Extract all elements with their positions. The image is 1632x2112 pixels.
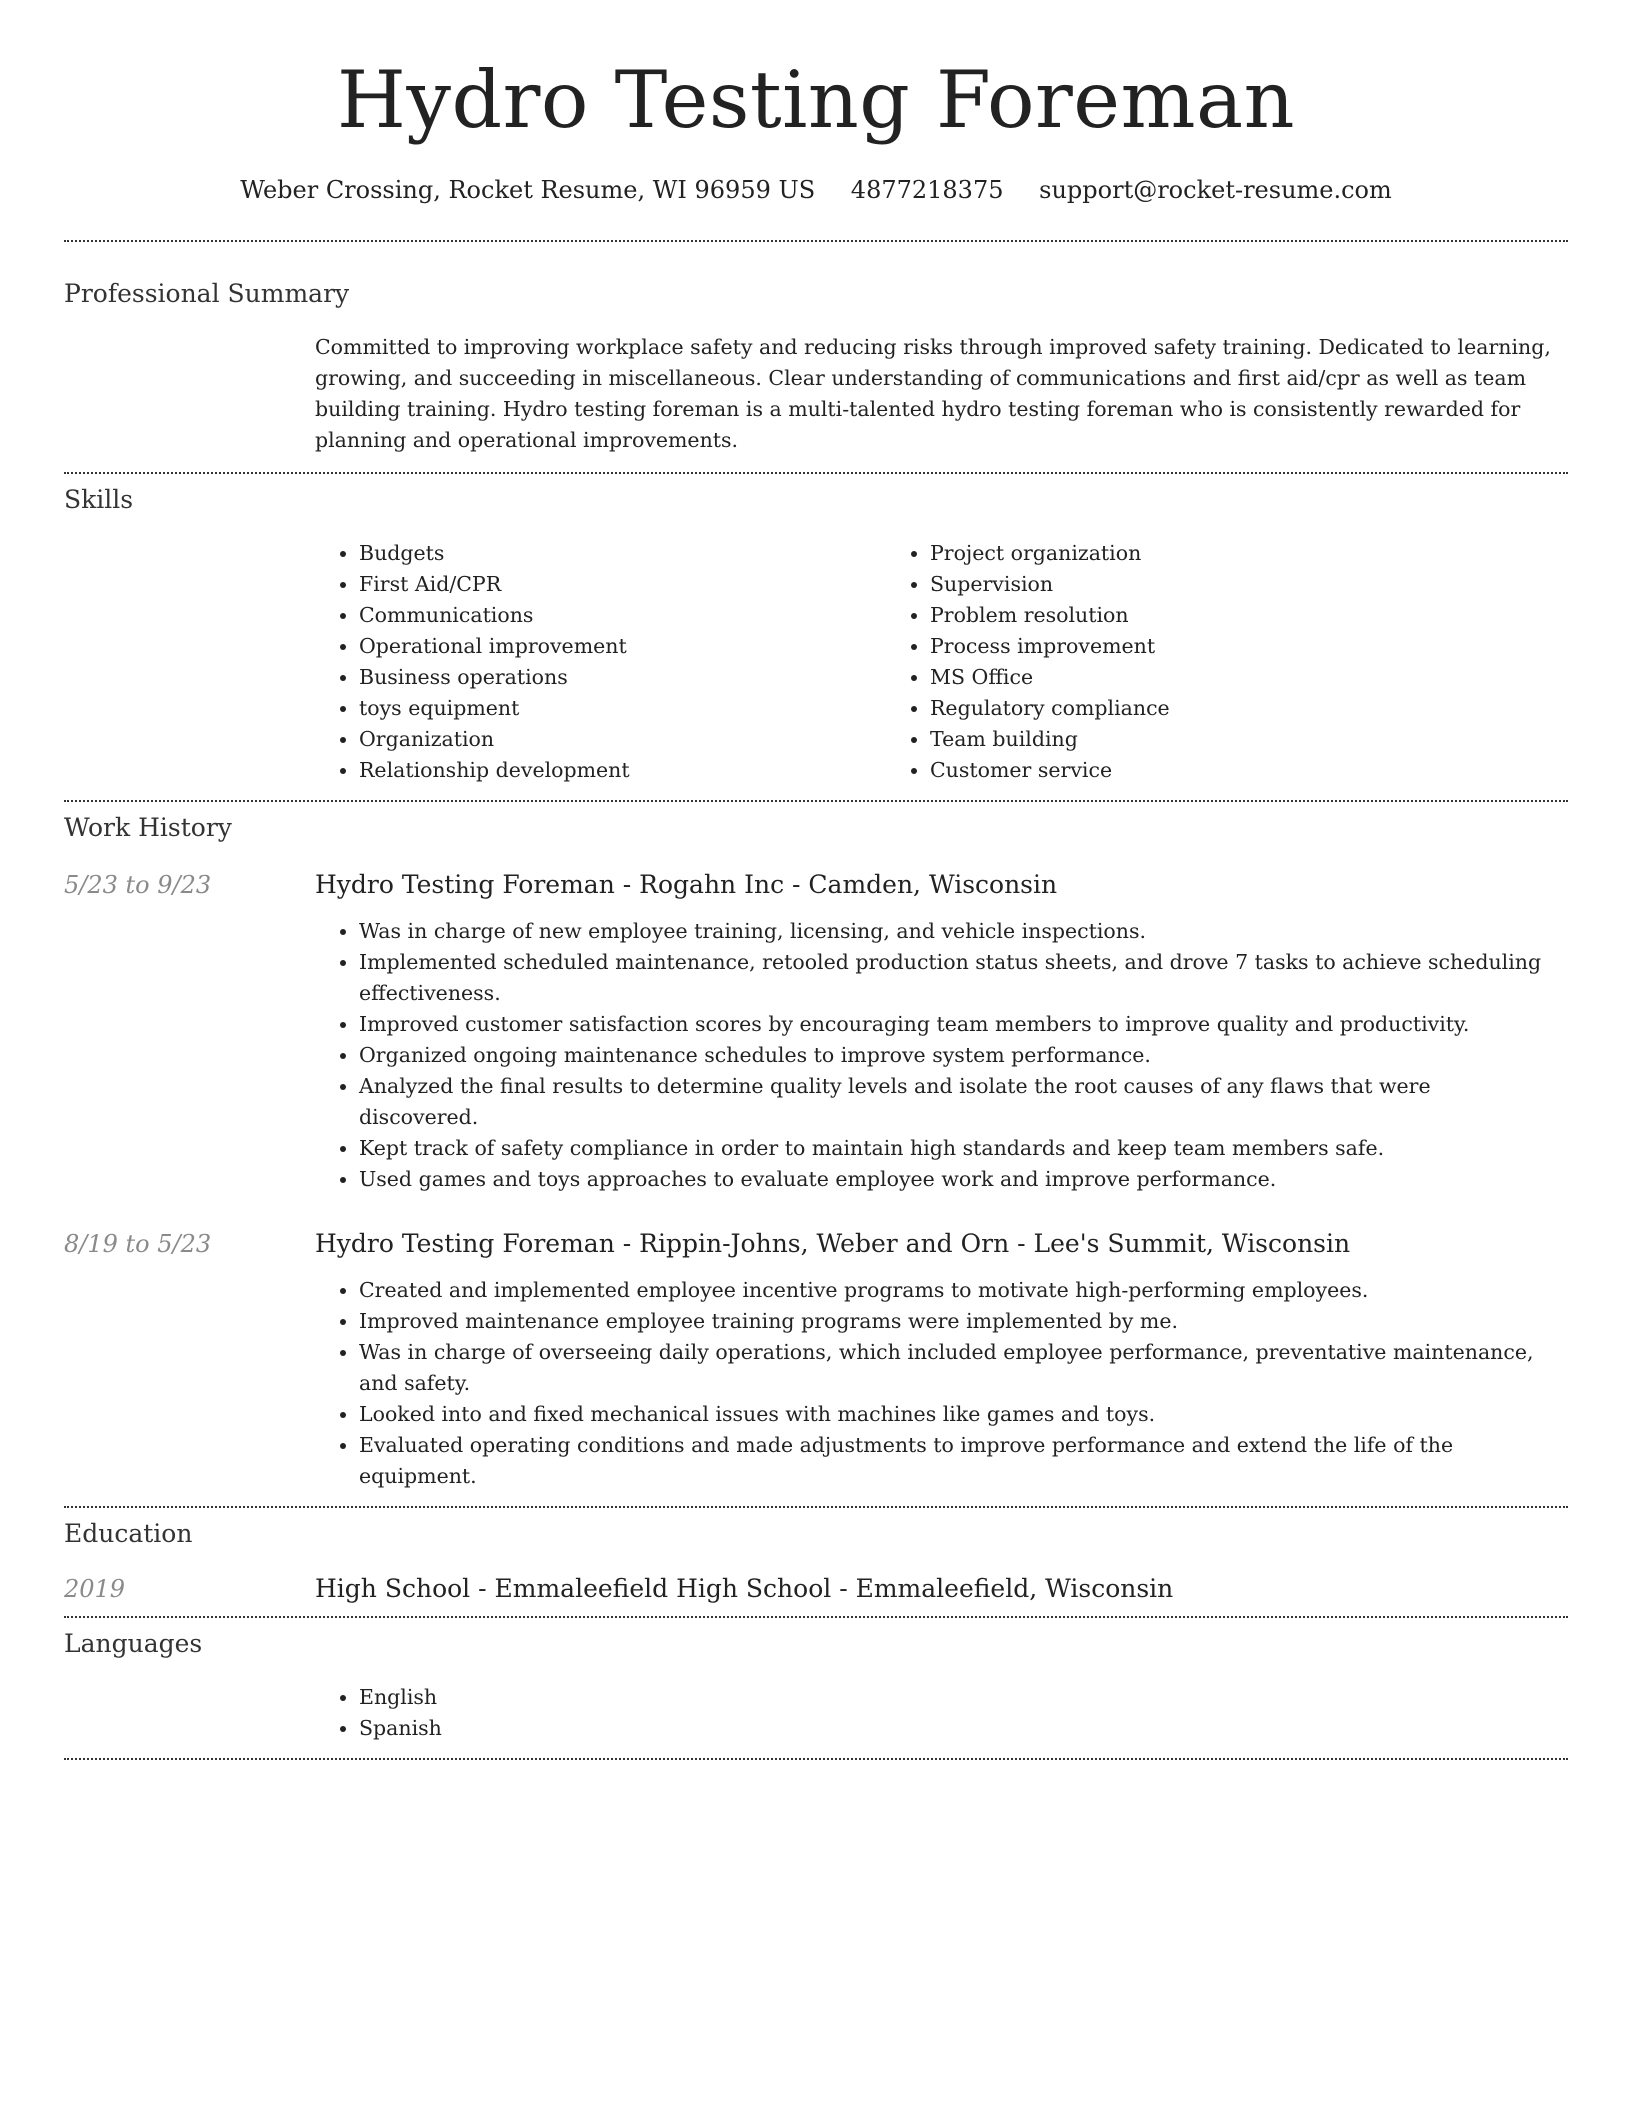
job-bullet: • Was in charge of new employee training, licensing, and vehicle inspections. [359, 916, 1568, 947]
job-bullets [315, 916, 1568, 1195]
skill-item: • Operational improvement [359, 631, 886, 662]
summary-content [315, 332, 1568, 456]
job-dates: 5/23 to 9/23 [64, 871, 212, 899]
skill-item: • Project organization [930, 538, 1457, 569]
skill-item: • Business operations [359, 662, 886, 693]
candidate-name: Hydro Testing Foreman [337, 54, 1295, 146]
job-bullet: • Implemented scheduled maintenance, retooled production status sheets, and drove 7 tasks to achieve scheduling effectiveness. [359, 947, 1568, 1009]
education-title: High School - Emmaleefield High School - Emmaleefield, Wisconsin [315, 1574, 1174, 1603]
skill-item: • Team building [930, 724, 1457, 755]
summary-section [64, 242, 1568, 472]
language-item: • Spanish [359, 1713, 1568, 1744]
skills-list-left [315, 538, 886, 786]
skill-item: • Budgets [359, 538, 886, 569]
contact-email: support@rocket-resume.com [1039, 176, 1392, 204]
languages-section [64, 1618, 1568, 1758]
education-year: 2019 [64, 1575, 126, 1603]
contact-phone: 4877218375 [850, 176, 1004, 204]
skill-item: • Supervision [930, 569, 1457, 600]
job-bullet: • Kept track of safety compliance in order to maintain high standards and keep team members safe. [359, 1133, 1568, 1164]
summary-text: Committed to improving workplace safety and reducing risks through improved safety training. Dedicated to learning, growing, and succeeding in miscellaneous. Clear understanding of communications and first aid/cpr as well as team building training. Hydro testing foreman is a multi-talented hydro testing foreman who is consistently rewarded for planning and operational improvements. [315, 335, 1551, 452]
language-item: • English [359, 1682, 1568, 1713]
job-title: Hydro Testing Foreman - Rogahn Inc - Camden, Wisconsin [315, 870, 1058, 899]
divider [64, 1758, 1568, 1760]
resume-header [64, 0, 1568, 206]
job-bullet: • Looked into and fixed mechanical issues with machines like games and toys. [359, 1399, 1568, 1430]
skill-item: • toys equipment [359, 693, 886, 724]
skill-item: • Process improvement [930, 631, 1457, 662]
job-entry [64, 1227, 1568, 1492]
job-entry [64, 868, 1568, 1195]
job-bullet: • Was in charge of overseeing daily operations, which included employee performance, preventative maintenance, and safety. [359, 1337, 1568, 1399]
contact-line [64, 174, 1568, 206]
section-title: Work History [64, 813, 232, 842]
job-bullet: • Improved maintenance employee training programs were implemented by me. [359, 1306, 1568, 1337]
job-bullet: • Improved customer satisfaction scores by encouraging team members to improve quality and productivity. [359, 1009, 1568, 1040]
job-bullet: • Created and implemented employee incentive programs to motivate high-performing employees. [359, 1275, 1568, 1306]
education-entry [64, 1572, 1568, 1606]
job-title: Hydro Testing Foreman - Rippin-Johns, Weber and Orn - Lee's Summit, Wisconsin [315, 1229, 1351, 1258]
job-bullet: • Evaluated operating conditions and made adjustments to improve performance and extend the life of the equipment. [359, 1430, 1568, 1492]
contact-address: Weber Crossing, Rocket Resume, WI 96959 US [240, 176, 816, 204]
skill-item: • Communications [359, 600, 886, 631]
skills-list-right [886, 538, 1457, 786]
job-bullet: • Analyzed the final results to determine quality levels and isolate the root causes of any flaws that were discovered. [359, 1071, 1568, 1133]
work-history-section [64, 802, 1568, 1506]
section-title: Skills [64, 485, 134, 514]
section-title: Professional Summary [64, 279, 350, 308]
section-title: Education [64, 1519, 193, 1548]
education-section [64, 1508, 1568, 1616]
skill-item: • Problem resolution [930, 600, 1457, 631]
skill-item: • Customer service [930, 755, 1457, 786]
job-bullet: • Organized ongoing maintenance schedules to improve system performance. [359, 1040, 1568, 1071]
job-bullets [315, 1275, 1568, 1492]
section-title: Languages [64, 1629, 203, 1658]
skill-item: • Organization [359, 724, 886, 755]
languages-list [315, 1682, 1568, 1744]
skill-item: • First Aid/CPR [359, 569, 886, 600]
languages-content [315, 1682, 1568, 1744]
skill-item: • Relationship development [359, 755, 886, 786]
skill-item: • MS Office [930, 662, 1457, 693]
skill-item: • Regulatory compliance [930, 693, 1457, 724]
skills-section [64, 474, 1568, 800]
job-dates: 8/19 to 5/23 [64, 1230, 212, 1258]
skills-content [315, 538, 1568, 786]
job-bullet: • Used games and toys approaches to evaluate employee work and improve performance. [359, 1164, 1568, 1195]
